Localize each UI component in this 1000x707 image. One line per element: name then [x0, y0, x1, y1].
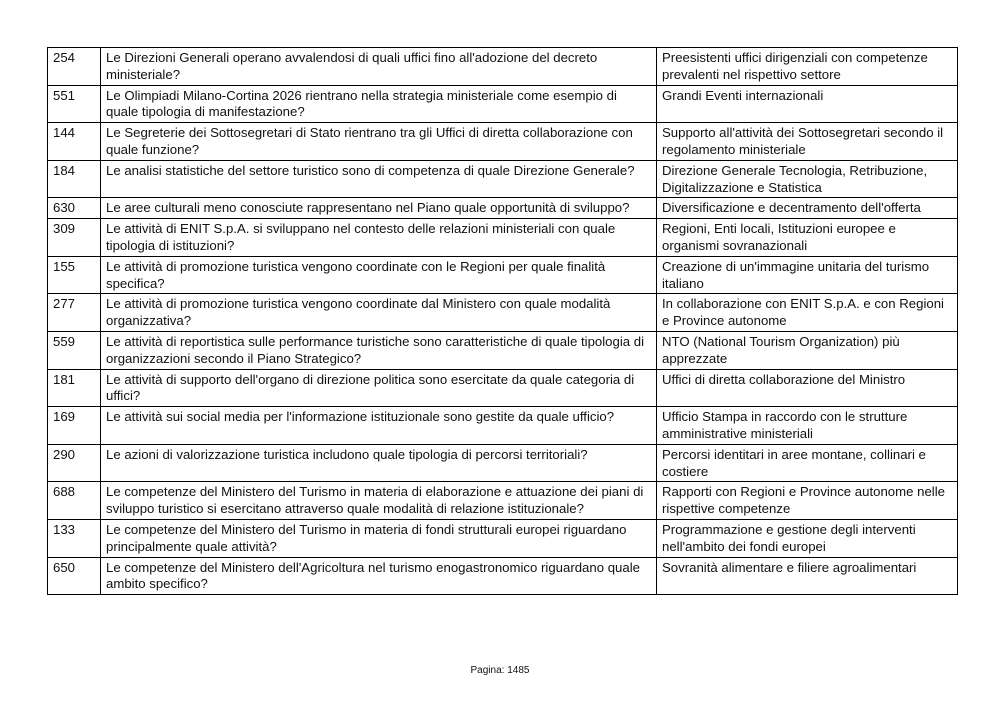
- qa-table-body: [48, 48, 958, 595]
- question-id-cell: 290: [48, 444, 101, 482]
- table-row: [48, 444, 958, 482]
- question-id-cell: 181: [48, 369, 101, 407]
- question-cell: Le attività di promozione turistica vengono coordinate dal Ministero con quale modalità organizzativa?: [101, 294, 657, 332]
- table-row: [48, 48, 958, 86]
- answer-cell: Programmazione e gestione degli interventi nell'ambito dei fondi europei: [657, 519, 958, 557]
- answer-cell: Diversificazione e decentramento dell'offerta: [657, 198, 958, 219]
- answer-cell: Regioni, Enti locali, Istituzioni europee e organismi sovranazionali: [657, 219, 958, 257]
- answer-cell: Creazione di un'immagine unitaria del turismo italiano: [657, 256, 958, 294]
- table-row: [48, 482, 958, 520]
- answer-cell: Ufficio Stampa in raccordo con le strutture amministrative ministeriali: [657, 407, 958, 445]
- question-id-cell: 277: [48, 294, 101, 332]
- table-row: [48, 557, 958, 595]
- table-row: [48, 331, 958, 369]
- question-cell: Le analisi statistiche del settore turistico sono di competenza di quale Direzione Generale?: [101, 160, 657, 198]
- table-row: [48, 294, 958, 332]
- question-cell: Le azioni di valorizzazione turistica includono quale tipologia di percorsi territoriali?: [101, 444, 657, 482]
- question-id-cell: 309: [48, 219, 101, 257]
- page-number: Pagina: 1485: [470, 665, 530, 676]
- question-cell: Le competenze del Ministero del Turismo in materia di fondi strutturali europei riguardano principalmente quale attività?: [101, 519, 657, 557]
- answer-cell: Rapporti con Regioni e Province autonome nelle rispettive competenze: [657, 482, 958, 520]
- answer-cell: Supporto all'attività dei Sottosegretari secondo il regolamento ministeriale: [657, 123, 958, 161]
- question-id-cell: 559: [48, 331, 101, 369]
- question-cell: Le attività di supporto dell'organo di direzione politica sono esercitate da quale categoria di uffici?: [101, 369, 657, 407]
- answer-cell: Direzione Generale Tecnologia, Retribuzione, Digitalizzazione e Statistica: [657, 160, 958, 198]
- question-cell: Le Direzioni Generali operano avvalendosi di quali uffici fino all'adozione del decreto ministeriale?: [101, 48, 657, 86]
- question-cell: Le attività di ENIT S.p.A. si sviluppano nel contesto delle relazioni ministeriali con quale tipologia di istituzioni?: [101, 219, 657, 257]
- table-row: [48, 407, 958, 445]
- question-id-cell: 688: [48, 482, 101, 520]
- question-cell: Le competenze del Ministero del Turismo in materia di elaborazione e attuazione dei piani di sviluppo turistico si esercitano attraverso quale modalità di relazione istituzionale?: [101, 482, 657, 520]
- answer-cell: Preesistenti uffici dirigenziali con competenze prevalenti nel rispettivo settore: [657, 48, 958, 86]
- table-row: [48, 160, 958, 198]
- question-id-cell: 144: [48, 123, 101, 161]
- question-id-cell: 650: [48, 557, 101, 595]
- table-row: [48, 256, 958, 294]
- table-row: [48, 198, 958, 219]
- table-row: [48, 369, 958, 407]
- table-row: [48, 519, 958, 557]
- question-id-cell: 184: [48, 160, 101, 198]
- question-cell: Le attività di reportistica sulle performance turistiche sono caratteristiche di quale tipologia di organizzazioni secondo il Piano Strategico?: [101, 331, 657, 369]
- question-cell: Le Segreterie dei Sottosegretari di Stato rientrano tra gli Uffici di diretta collaborazione con quale funzione?: [101, 123, 657, 161]
- question-id-cell: 155: [48, 256, 101, 294]
- question-cell: Le Olimpiadi Milano-Cortina 2026 rientrano nella strategia ministeriale come esempio di quale tipologia di manifestazione?: [101, 85, 657, 123]
- answer-cell: Uffici di diretta collaborazione del Ministro: [657, 369, 958, 407]
- table-row: [48, 123, 958, 161]
- qa-table: [47, 47, 958, 595]
- question-id-cell: 133: [48, 519, 101, 557]
- question-id-cell: 254: [48, 48, 101, 86]
- answer-cell: Grandi Eventi internazionali: [657, 85, 958, 123]
- question-cell: Le aree culturali meno conosciute rappresentano nel Piano quale opportunità di sviluppo?: [101, 198, 657, 219]
- question-id-cell: 169: [48, 407, 101, 445]
- table-row: [48, 219, 958, 257]
- answer-cell: NTO (National Tourism Organization) più apprezzate: [657, 331, 958, 369]
- question-id-cell: 551: [48, 85, 101, 123]
- question-cell: Le competenze del Ministero dell'Agricoltura nel turismo enogastronomico riguardano quale ambito specifico?: [101, 557, 657, 595]
- table-row: [48, 85, 958, 123]
- answer-cell: In collaborazione con ENIT S.p.A. e con Regioni e Province autonome: [657, 294, 958, 332]
- answer-cell: Percorsi identitari in aree montane, collinari e costiere: [657, 444, 958, 482]
- question-cell: Le attività sui social media per l'informazione istituzionale sono gestite da quale ufficio?: [101, 407, 657, 445]
- answer-cell: Sovranità alimentare e filiere agroalimentari: [657, 557, 958, 595]
- question-id-cell: 630: [48, 198, 101, 219]
- question-cell: Le attività di promozione turistica vengono coordinate con le Regioni per quale finalità specifica?: [101, 256, 657, 294]
